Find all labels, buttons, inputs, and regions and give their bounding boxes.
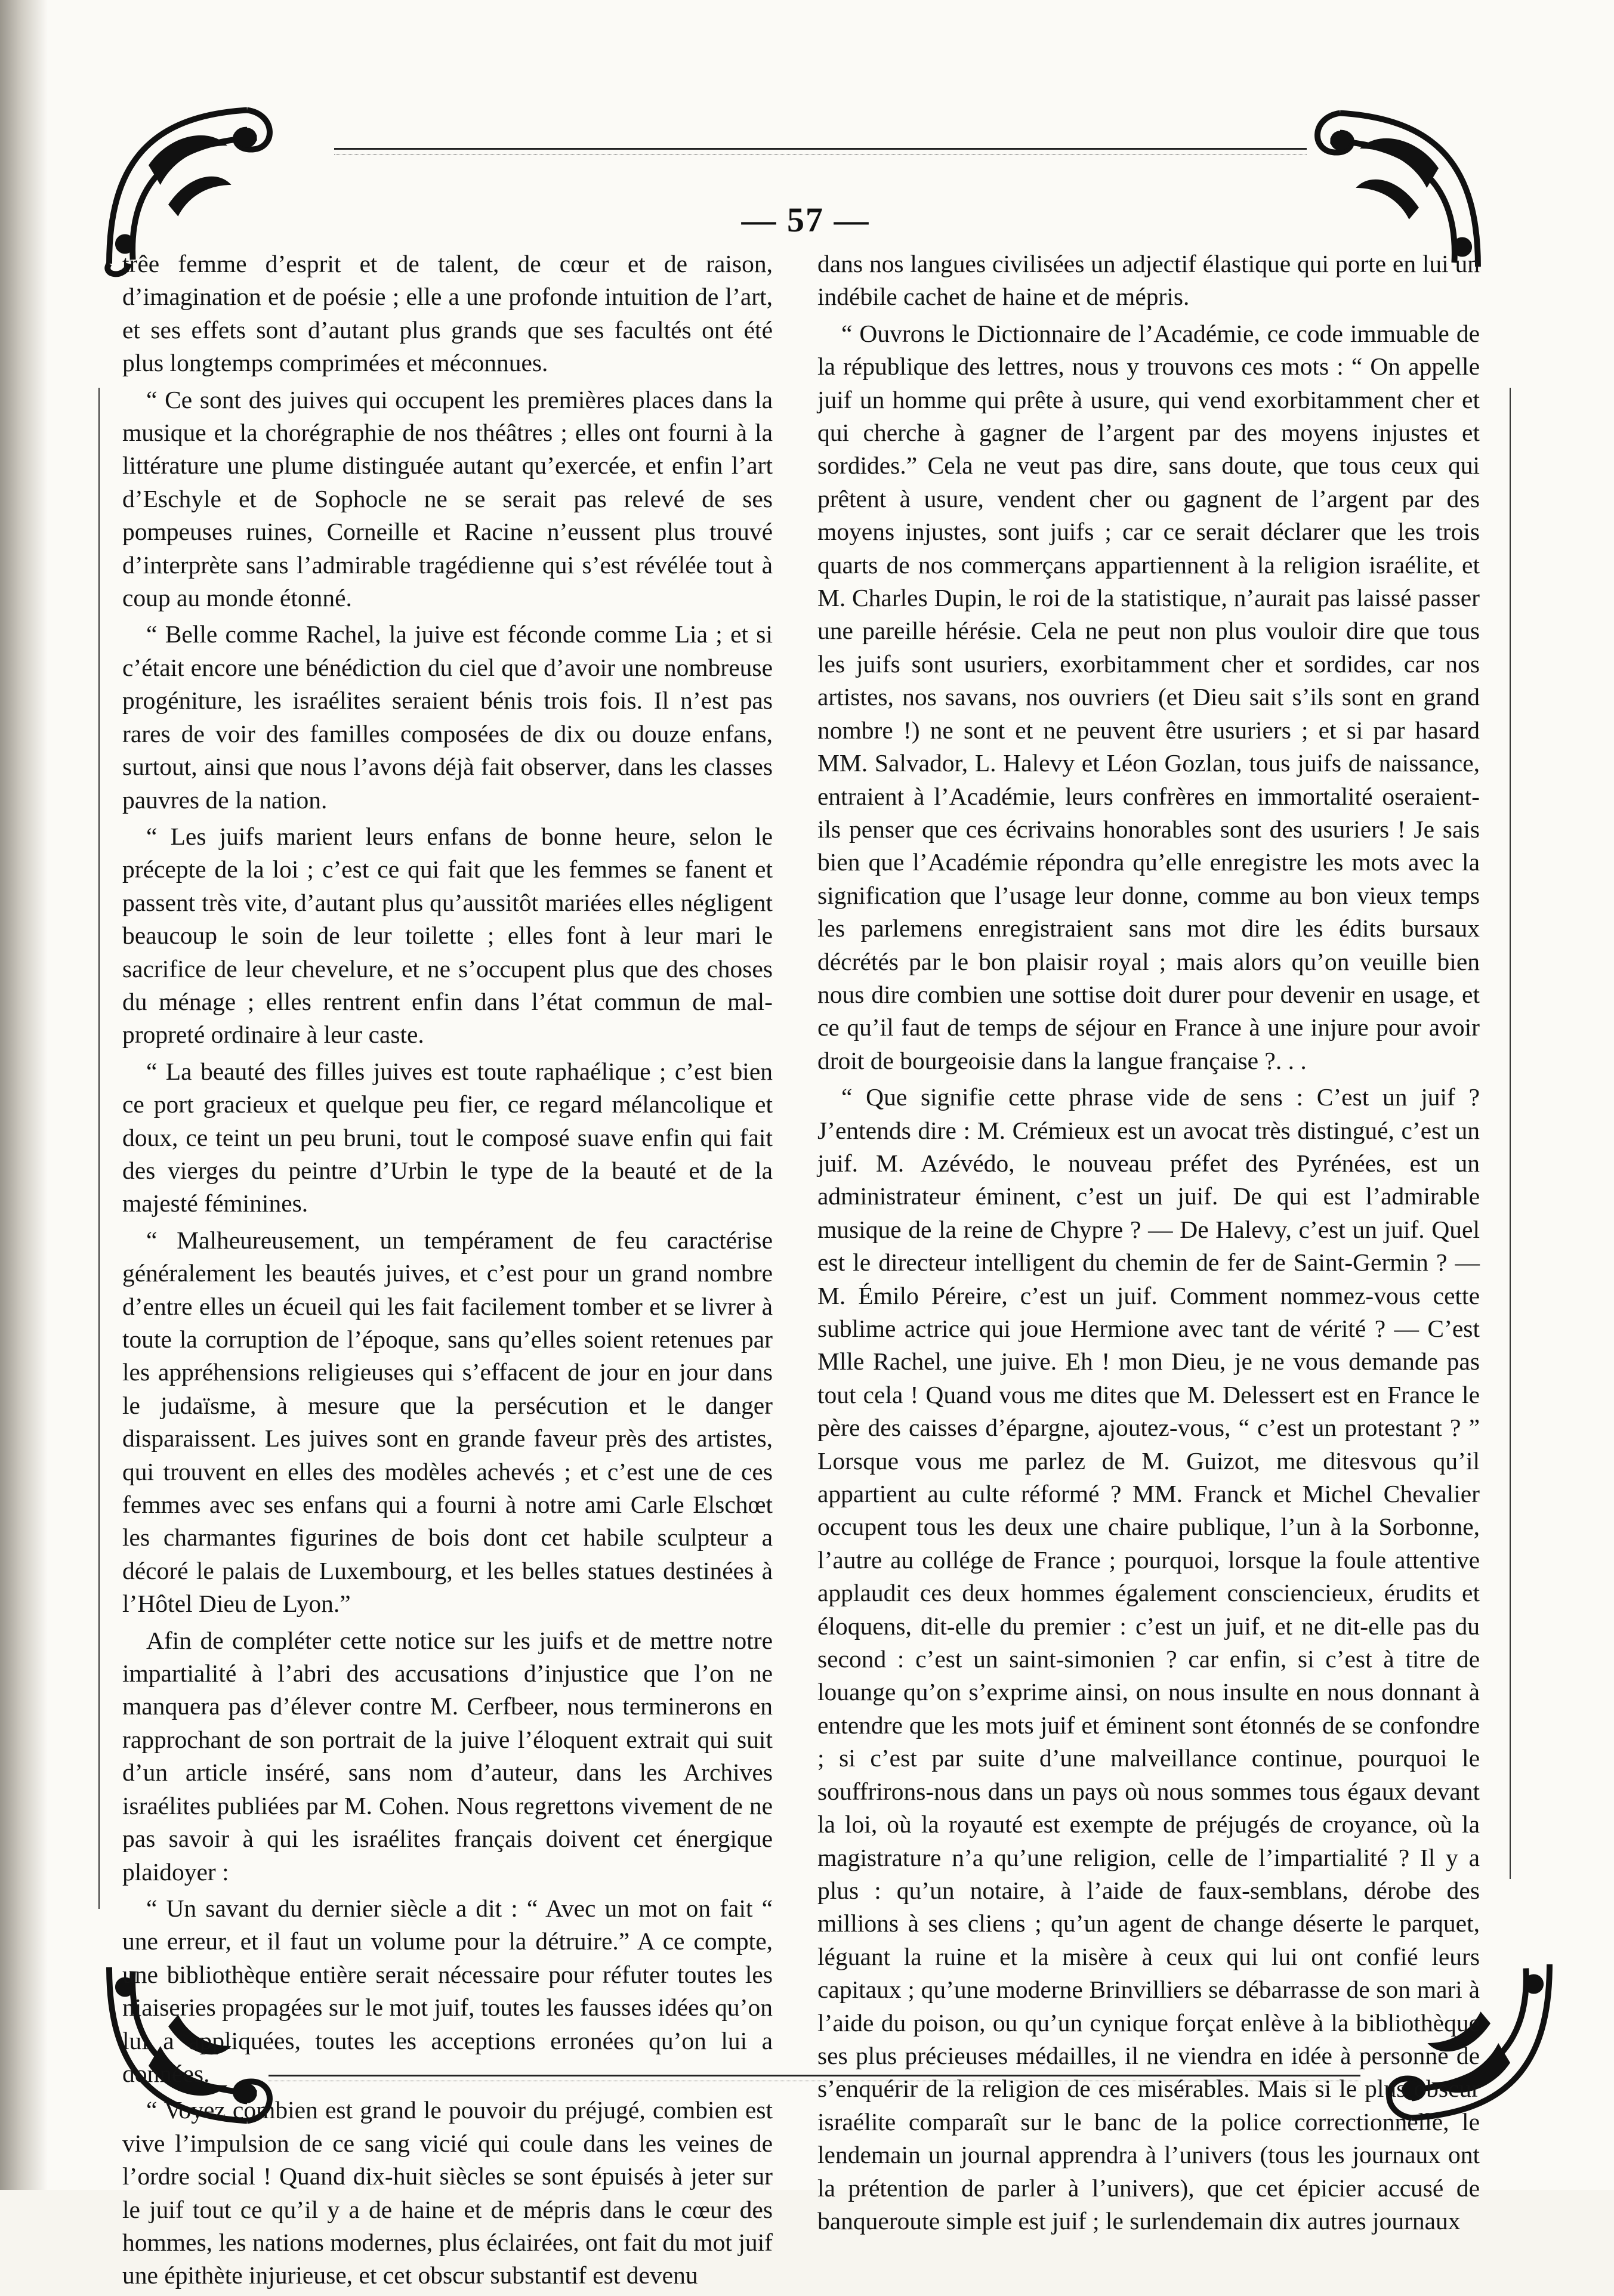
paragraph: “ Ouvrons le Dictionnaire de l’Académie, ce code immuable de la république des lettres, nous y trouvons ces mots : “ On appelle juif un homme qui prête à usure, qui vend exorbitamment cher et qui cherche à gagner de l’argent par des moyens injustes et sordides.” Cela ne veut pas dire, sans doute, que tous ceux qui prêtent à usure, vendent cher ou gagnent de l’argent par des moyens injustes, sont juifs ; car ce serait déclarer que les trois quarts de nos commerçans appartiennent à la religion israélite, et M. Charles Dupin, le roi de la statistique, n’aurait pas laissé passer une pareille hérésie. Cela ne peut non plus vouloir dire que tous les juifs sont usuriers, exorbitamment cher et sordides, car nos artistes, nos savans, nos ouvriers (et Dieu sait s’ils sont en grand nombre !) ne sont et ne peuvent être usuriers ; et si par hasard MM. Salvador, L. Halevy et Léon Gozlan, tous juifs de naissance, entraient à l’Académie, leurs confrères en immortalité oseraient-ils penser que ces écrivains honorables sont des usuriers ! Je sais bien que l’Académie répondra qu’elle enregistre les mots avec la signification que l’usage leur donne, comme au bon vieux temps les parlemens enregistraient sans mot dire les édits bursaux décrétés par le bon plaisir royal ; mais alors qu’on veuille bien nous dire combien une sottise doit durer pour devenir en usage, et ce qu’il faut de temps de séjour en France à une injure pour avoir droit de bourgeoisie dans la langue française ?. . . (817, 319, 1480, 1074)
paragraph: dans nos langues civilisées un adjectif élastique qui porte en lui un indébile cachet de haine et de mépris. (817, 250, 1480, 311)
scan-shadow-edge (0, 0, 48, 2190)
paragraph: “ Voyez combien est grand le pouvoir du préjugé, combien est vive l’impulsion de ce sang vicié qui coule dans les veines de l’ordre social ! Quand dix-huit siècles se sont épuisés à jeter sur le juif tout ce qu’il y a de haine et de mépris dans le cœur des hommes, les nations modernes, plus éclairées, ont fait du mot juif une épithète injurieuse, et cet obscur substantif est devenu (122, 2096, 773, 2289)
paragraph: “ Un savant du dernier siècle a dit : “ Avec un mot on fait “ une erreur, et il faut un volume pour la détruire.” A ce compte, une bibliothèque entière serait nécessaire pour réfuter toutes les niaiseries propagées sur le mot juif, toutes les fausses idées qu’on lui a appliquées, toutes les acceptions erronées qu’on lui a données. (122, 1894, 773, 2087)
paragraph: “ Que signifie cette phrase vide de sens : C’est un juif ? J’entends dire : M. Crémieux est un avocat très distingué, c’est un juif. M. Azévédo, le nouveau préfet des Pyrénées, est un administrateur éminent, c’est un juif. De qui est l’admirable musique de la reine de Chypre ? — De Halevy, c’est un juif. Quel est le directeur intelligent du chemin de fer de Saint-Germin ? — M. Émilo Péreire, c’est un juif. Comment nommez-vous cette sublime actrice qui joue Hermione avec tant de vérité ? — C’est Mlle Rachel, une juive. Eh ! mon Dieu, je ne vous demande pas tout cela ! Quand vous me dites que M. Delessert est en France le père des caisses d’épargne, ajoutez-vous, “ c’est un protestant ? ” Lorsque vous me parlez de M. Guizot, me ditesvous qu’il appartient au culte réformé ? MM. Franck et Michel Chevalier occupent tous les deux une chaire publique, l’un à la Sorbonne, l’autre au collége de France ; pourquoi, lorsque la foule attentive applaudit ces deux hommes également consciencieux, érudits et éloquens, dit-elle du premier : c’est un juif, et ne dit-elle pas du second : c’est un saint-simonien ? car enfin, si c’est à titre de louange qu’on s’exprime ainsi, on nous insulte en nous donnant à entendre que les mots juif et éminent sont étonnés de se confondre ; si c’est par suite d’une malveillance continue, pourquoi le souffrirons-nous dans un pays où nous sommes tous égaux devant la loi, où la royauté est exempte de préjugés de croyance, où la magistrature n’a qu’une religion, celle de l’impartialité ? Il y a plus : qu’un notaire, à l’aide de faux-semblans, dérobe des millions à ses cliens ; qu’un agent de change déserte le parquet, léguant la ruine et la misère à ceux qui lui ont confié leurs capitaux ; qu’une moderne Brinvilliers se débarrasse de son mari à l’aide du poison, ou qu’un cynique forçat enlève à la bibliothèque ses plus précieuses médailles, il ne viendra en idée à personne de s’enquérir de la religion de ces misérables. Mais si le plus obscur israélite comparaît sur le banc de la police correctionnelle, le lendemain un journal apprendra à l’univers (tous les journaux ont la prétention de parler à l’univers), que cet épicier accusé de banqueroute simple est juif ; le surlendemain dix autres journaux (817, 1083, 1480, 2235)
paragraph: “ Ce sont des juives qui occupent les premières places dans la musique et la chorégraphie de nos théâtres ; elles ont fourni à la littérature une plume distinguée autant qu’exercée, et enfin l’art d’Eschyle et de Sophocle ne se serait pas relevé de ses pompeuses ruines, Corneille et Racine n’eussent plus trouvé d’interprète sans l’admirable tragédienne qui s’est révélée tout à coup au monde étonné. (122, 385, 773, 612)
paragraph: “ La beauté des filles juives est toute raphaélique ; c’est bien ce port gracieux et quelque peu fier, ce regard mélancolique et doux, ce teint un peu bruni, tout le composé suave enfin qui fait des vierges du peintre d’Urbin le type de la beauté et de la majesté féminines. (122, 1057, 773, 1217)
paragraph: “ Les juifs marient leurs enfans de bonne heure, selon le précepte de la loi ; c’est ce qui fait que les femmes se fanent et passent très vite, d’autant plus qu’aussitôt mariées elles négligent beaucoup le soin de leur toilette ; elles font à leur mari le sacrifice de leur chevelure, et ne s’occupent plus que des choses du ménage ; elles rentrent enfin dans l’état commun de mal-propreté ordinaire à leur caste. (122, 822, 773, 1049)
paragraph: Afin de compléter cette notice sur les juifs et de mettre notre impartialité à l’abri des accusations d’injustice que l’on ne manquera pas d’élever contre M. Cerfbeer, nous terminerons en rapprochant de son portrait de la juive l’éloquent extrait qui suit d’un article inséré, sans nom d’auteur, dans les Archives israélites publiées par M. Cohen. Nous regrettons vivement de ne pas savoir à qui les israélites français doivent cet énergique plaidoyer : (122, 1626, 773, 1886)
page-number: — 57 — (741, 200, 870, 239)
left-text-column (122, 248, 773, 2296)
left-border-rule (98, 388, 100, 1909)
paragraph: “ Belle comme Rachel, la juive est féconde comme Lia ; et si c’était encore une bénédiction du ciel que d’avoir une nombreuse progéniture, les israélites seraient bénis trois fois. Il n’est pas rares de voir des familles composées de dix ou douze enfans, surtout, ainsi que nous l’avons déjà fait observer, dans les classes pauvres de la nation. (122, 620, 773, 814)
top-border-rule (334, 148, 1307, 150)
right-border-rule (1510, 388, 1511, 1879)
right-text-column (817, 248, 1480, 2241)
paragraph: “ Malheureusement, un tempérament de feu caractérise généralement les beautés juives, et c’est pour un grand nombre d’entre elles un écueil qui les fait facilement tomber et se livrer à toute la corruption de l’époque, sans qu’elles soient retenues par les appréhensions religieuses qui s’effacent de jour en jour dans le judaïsme, à mesure que la persécution et le danger disparaissent. Les juives sont en grande faveur près des artistes, qui trouvent en elles des modèles achevés ; et c’est une de ces femmes avec ses enfans qui a fourni à notre ami Carle Elschœt les charmantes figurines de bois dont cet habile sculpteur a décoré le palais de Luxembourg, et les belles statues destinées à l’Hôtel Dieu de Lyon.” (122, 1226, 773, 1618)
paragraph: trêe femme d’esprit et de talent, de cœur et de raison, d’imagination et de poésie ; elle a une profonde intuition de l’art, et ses effets sont d’autant plus grands que ses facultés ont été plus longtemps comprimées et méconnues. (122, 250, 773, 377)
